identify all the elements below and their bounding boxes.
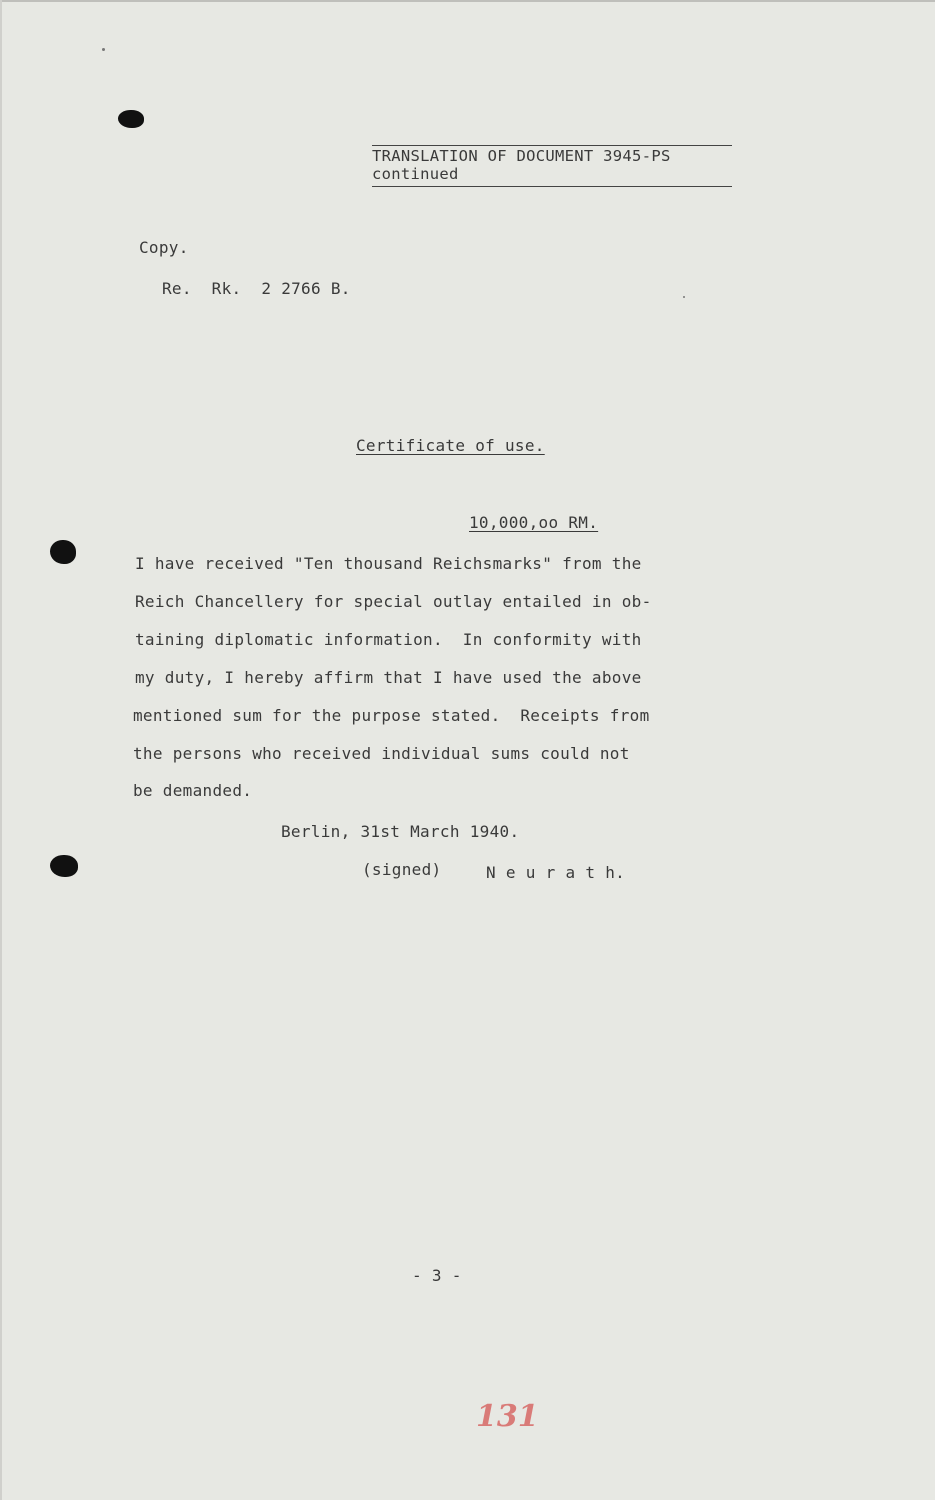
page-left-edge (0, 0, 2, 1500)
body-line: be demanded. (133, 781, 253, 800)
page-number: - 3 - (412, 1266, 462, 1285)
punch-hole-top (118, 110, 144, 128)
page-top-edge (0, 0, 935, 2)
body-line: the persons who received individual sums could not (133, 744, 630, 763)
body-line: mentioned sum for the purpose stated. Receipts from (133, 706, 650, 725)
amount (469, 515, 598, 531)
header-bottom-rule (372, 186, 732, 187)
handwritten-page-number: 131 (476, 1399, 539, 1434)
body-line: I have received "Ten thousand Reichsmarks" from the (135, 554, 642, 573)
paper-speck (102, 48, 105, 51)
paper-speck (683, 296, 685, 298)
header-title: TRANSLATION OF DOCUMENT 3945-PS (372, 147, 671, 165)
body-line: Reich Chancellery for special outlay entailed in ob- (135, 592, 652, 611)
header-continued: continued (372, 165, 459, 183)
header-top-rule (372, 145, 732, 146)
reference-number: Re. Rk. 2 2766 B. (162, 279, 351, 298)
body-line: my duty, I hereby affirm that I have used the above (135, 668, 642, 687)
copy-label: Copy. (139, 238, 189, 257)
signature-name: N e u r a t h. (486, 863, 626, 882)
punch-hole-bottom (50, 855, 78, 877)
amount-value: 10,000,oo RM. (469, 513, 599, 532)
place-date: Berlin, 31st March 1940. (281, 822, 520, 841)
signature-prefix: (signed) (362, 860, 442, 879)
certificate-title: Certificate of use. (356, 436, 545, 455)
body-line: taining diplomatic information. In conformity with (135, 630, 642, 649)
punch-hole-middle (50, 540, 76, 564)
